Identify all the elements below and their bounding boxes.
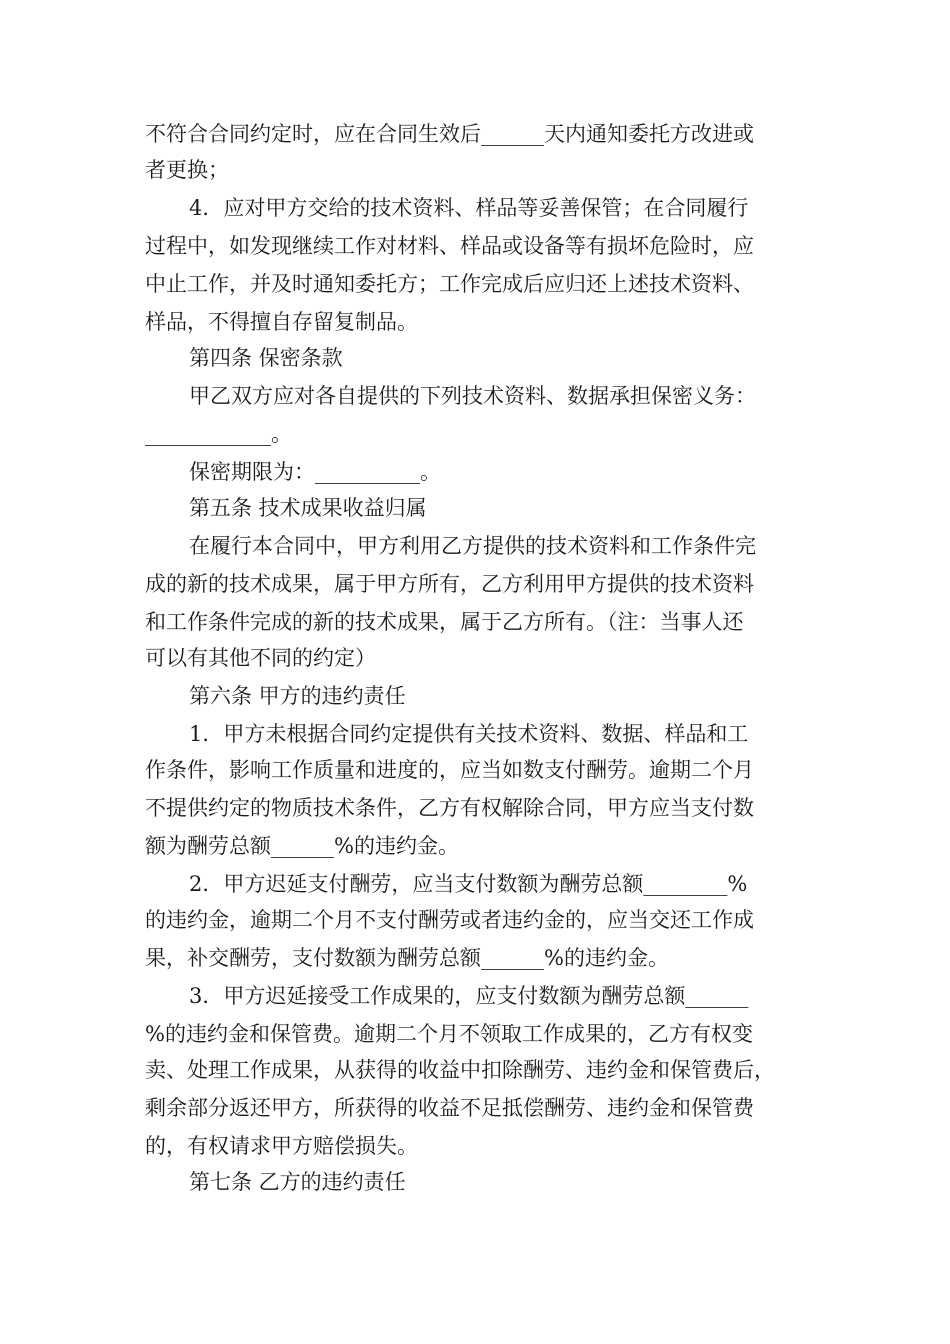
text-line: 保密期限为：__________。 [189, 460, 441, 484]
text-line: 2．甲方迟延支付酬劳，应当支付数额为酬劳总额________% [189, 872, 748, 896]
text-line: 卖、处理工作成果，从获得的收益中扣除酬劳、违约金和保管费后， [145, 1058, 775, 1082]
text-line: 和工作条件完成的新的技术成果，属于乙方所有。（注：当事人还 [145, 610, 744, 634]
text-line: 的，有权请求甲方赔偿损失。 [145, 1134, 418, 1158]
section-heading: 第七条 乙方的违约责任 [189, 1170, 406, 1194]
section-heading: 第五条 技术成果收益归属 [189, 496, 427, 520]
section-heading: 第六条 甲方的违约责任 [189, 684, 406, 708]
text-line: 过程中，如发现继续工作对材料、样品或设备等有损坏危险时，应 [145, 234, 754, 258]
text-line: 中止工作，并及时通知委托方；工作完成后应归还上述技术资料、 [145, 272, 754, 296]
text-line: 作条件，影响工作质量和进度的，应当如数支付酬劳。逾期二个月 [145, 758, 754, 782]
text-line: 额为酬劳总额______%的违约金。 [145, 834, 459, 858]
text-line: 4．应对甲方交给的技术资料、样品等妥善保管；在合同履行 [189, 196, 749, 220]
text-line: 在履行本合同中，甲方利用乙方提供的技术资料和工作条件完 [189, 534, 756, 558]
text-line: 样品，不得擅自存留复制品。 [145, 310, 418, 334]
text-line: 甲乙双方应对各自提供的下列技术资料、数据承担保密义务： [189, 384, 756, 408]
blank-field-line: ____________。 [145, 422, 292, 446]
text-line: 者更换； [145, 158, 229, 182]
section-heading: 第四条 保密条款 [189, 346, 343, 370]
text-line: 的违约金，逾期二个月不支付酬劳或者违约金的，应当交还工作成 [145, 908, 754, 932]
text-line: 1．甲方未根据合同约定提供有关技术资料、数据、样品和工 [189, 722, 749, 746]
text-line: 不符合合同约定时，应在合同生效后______天内通知委托方改进或 [145, 122, 754, 146]
text-line: %的违约金和保管费。逾期二个月不领取工作成果的，乙方有权变 [145, 1022, 753, 1046]
text-line: 果，补交酬劳，支付数额为酬劳总额______%的违约金。 [145, 946, 669, 970]
text-line: 剩余部分返还甲方，所获得的收益不足抵偿酬劳、违约金和保管费 [145, 1096, 754, 1120]
text-line: 成的新的技术成果，属于甲方所有，乙方利用甲方提供的技术资料 [145, 572, 754, 596]
text-line: 不提供约定的物质技术条件，乙方有权解除合同，甲方应当支付数 [145, 796, 754, 820]
text-line: 3．甲方迟延接受工作成果的，应支付数额为酬劳总额______ [189, 984, 749, 1008]
text-line: 可以有其他不同的约定） [145, 646, 376, 670]
